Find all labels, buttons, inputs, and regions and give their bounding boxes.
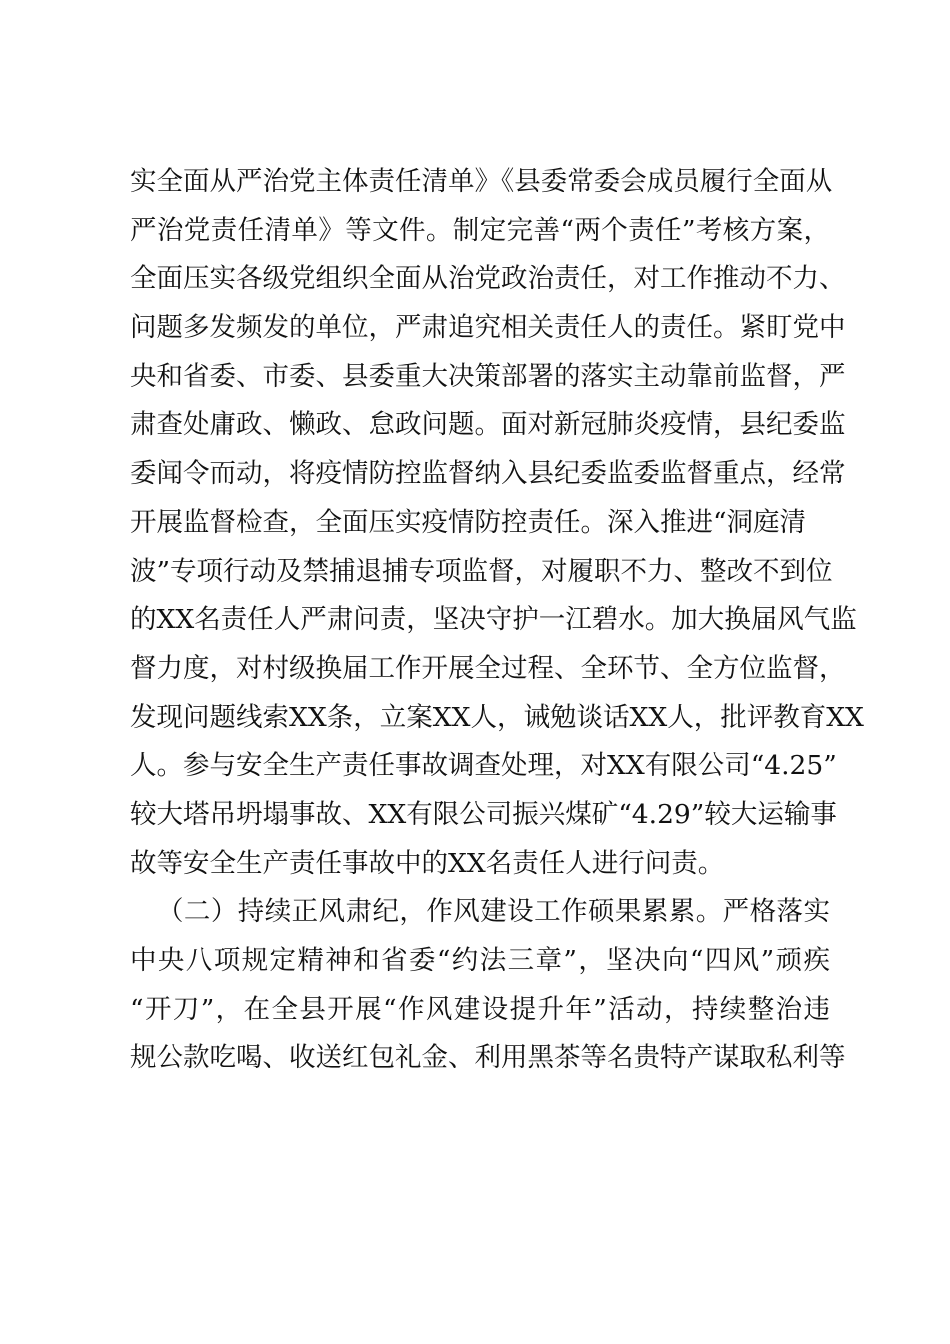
- text-line: 波”专项行动及禁捕退捕专项监督，对履职不力、整改不到位: [130, 555, 833, 587]
- document-body: [130, 158, 864, 1083]
- text-line: 较大塔吊坍塌事故、XX有限公司振兴煤矿“4.29”较大运输事: [130, 798, 837, 830]
- text-line: 故等安全生产责任事故中的XX名责任人进行问责。: [130, 847, 725, 879]
- text-line: “开刀”，在全县开展“作风建设提升年”活动，持续整治违: [130, 993, 830, 1025]
- text-line: 规公款吃喝、收送红包礼金、利用黑茶等名贵特产谋取私利等: [130, 1042, 846, 1074]
- text-line: 发现问题线索XX条，立案XX人，诫勉谈话XX人，批评教育XX: [130, 701, 864, 733]
- text-line: 委闻令而动，将疫情防控监督纳入县纪委监委监督重点，经常: [130, 458, 846, 490]
- text-line: 督力度，对村级换届工作开展全过程、全环节、全方位监督，: [130, 652, 846, 684]
- text-line: 开展监督检查，全面压实疫情防控责任。深入推进“洞庭清: [130, 506, 807, 538]
- text-line: 问题多发频发的单位，严肃追究相关责任人的责任。紧盯党中: [130, 312, 846, 344]
- text-line: 人。参与安全生产责任事故调查处理，对XX有限公司“4.25”: [130, 750, 837, 782]
- text-line: 的XX名责任人严肃问责，坚决守护一江碧水。加大换届风气监: [130, 604, 857, 636]
- text-line: 肃查处庸政、懒政、怠政问题。面对新冠肺炎疫情，县纪委监: [130, 409, 846, 441]
- text-line: 严治党责任清单》等文件。制定完善“两个责任”考核方案，: [130, 214, 830, 246]
- section-heading-line: （二）持续正风肃纪，作风建设工作硕果累累。严格落实: [157, 896, 830, 928]
- text-line: 中央八项规定精神和省委“约法三章”，坚决向“四风”顽疾: [130, 945, 830, 976]
- text-line: 实全面从严治党主体责任清单》《县委常委会成员履行全面从: [130, 166, 833, 197]
- text-line: 全面压实各级党组织全面从治党政治责任，对工作推动不力、: [130, 263, 846, 295]
- text-line: 央和省委、市委、县委重大决策部署的落实主动靠前监督，严: [130, 360, 846, 392]
